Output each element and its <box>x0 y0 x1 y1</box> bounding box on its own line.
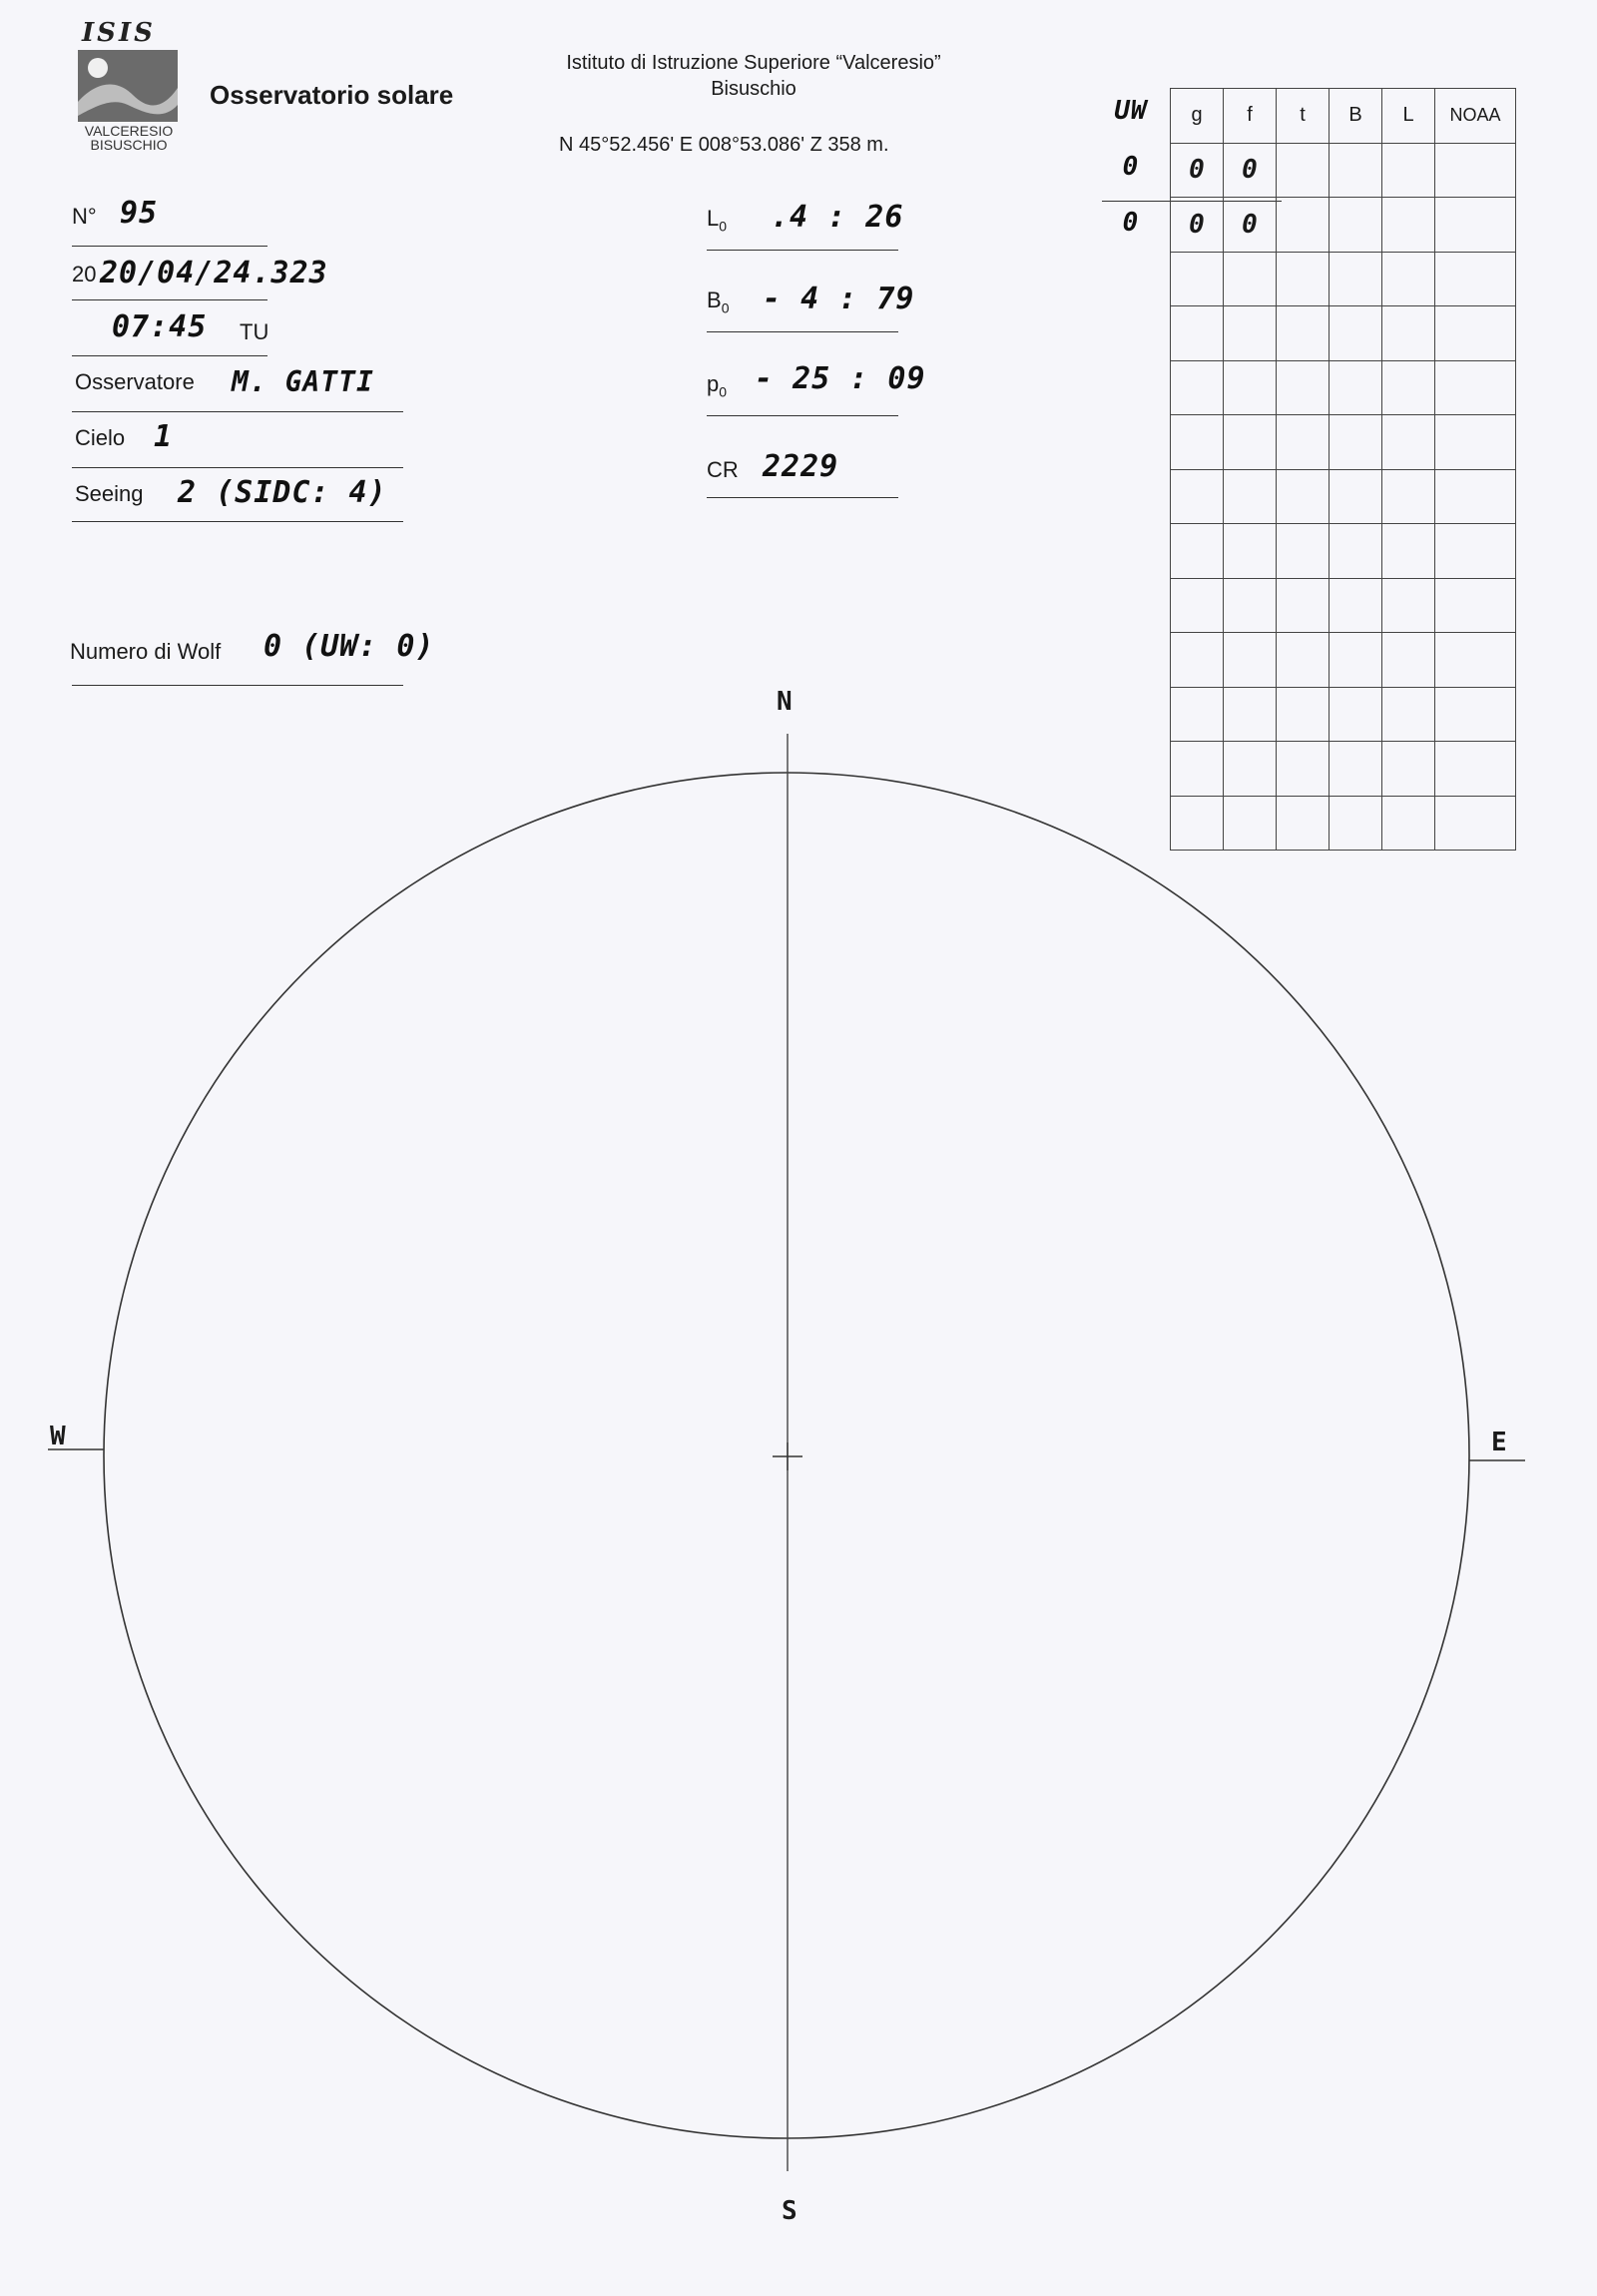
observer-value: M. GATTI <box>232 365 374 398</box>
p0-value: - 25 : 09 <box>755 361 926 396</box>
number-value: 95 <box>120 196 159 231</box>
compass-north: N <box>777 687 793 717</box>
number-label: N° <box>72 204 97 229</box>
solar-disk-outline <box>104 773 1469 2138</box>
date-prefix: 20 <box>72 262 97 287</box>
l0-letter: L <box>707 206 720 231</box>
p0-letter: p <box>707 371 720 396</box>
b0-value: - 4 : 79 <box>763 282 915 316</box>
seeing-label: Seeing <box>75 481 144 506</box>
observer-label: Osservatore <box>75 369 195 394</box>
compass-east: E <box>1491 1428 1507 1457</box>
uw-value-1: 0 <box>1122 152 1140 182</box>
l0-value: .4 : 26 <box>771 200 904 235</box>
column-header: L <box>1382 89 1435 144</box>
column-header: NOAA <box>1435 89 1516 144</box>
b0-letter: B <box>707 287 722 312</box>
uw-value-2: 0 <box>1122 208 1140 238</box>
column-header: t <box>1277 89 1330 144</box>
column-header: B <box>1330 89 1382 144</box>
column-header: f <box>1224 89 1277 144</box>
b0-subscript: 0 <box>721 299 730 316</box>
sky-value: 1 <box>154 419 174 454</box>
compass-west: W <box>50 1422 66 1451</box>
page-title: Osservatorio solare <box>210 80 454 110</box>
table-cell: 0 <box>1171 143 1224 198</box>
time-value: 07:45 <box>112 309 208 344</box>
uw-header: UW <box>1114 96 1148 126</box>
logo-caption-line2: BISUSCHIO <box>90 137 168 153</box>
logo-caption-line1: VALCERESIO <box>84 123 174 139</box>
institute-name: Istituto di Istruzione Superiore “Valceresio” <box>566 52 941 74</box>
cr-label: CR <box>707 457 739 482</box>
sky-label: Cielo <box>75 425 126 450</box>
wolf-value: 0 (UW: 0) <box>264 629 435 664</box>
cr-value: 2229 <box>763 449 839 484</box>
table-cell: 0 <box>1224 143 1277 198</box>
date-value: 20/04/24.323 <box>100 256 328 290</box>
p0-subscript: 0 <box>719 383 728 400</box>
table-cell: 0 <box>1224 198 1277 253</box>
column-header: g <box>1171 89 1224 144</box>
l0-subscript: 0 <box>719 218 728 235</box>
institute-town: Bisuschio <box>711 78 797 100</box>
compass-south: S <box>782 2196 798 2226</box>
seeing-value: 2 (SIDC: 4) <box>178 475 387 510</box>
logo-wordmark: ISIS <box>82 18 156 48</box>
table-cell: 0 <box>1171 198 1224 253</box>
wolf-label: Numero di Wolf <box>70 639 222 664</box>
time-unit: TU <box>240 319 269 344</box>
observatory-coordinates: N 45°52.456' E 008°53.086' Z 358 m. <box>559 134 889 156</box>
